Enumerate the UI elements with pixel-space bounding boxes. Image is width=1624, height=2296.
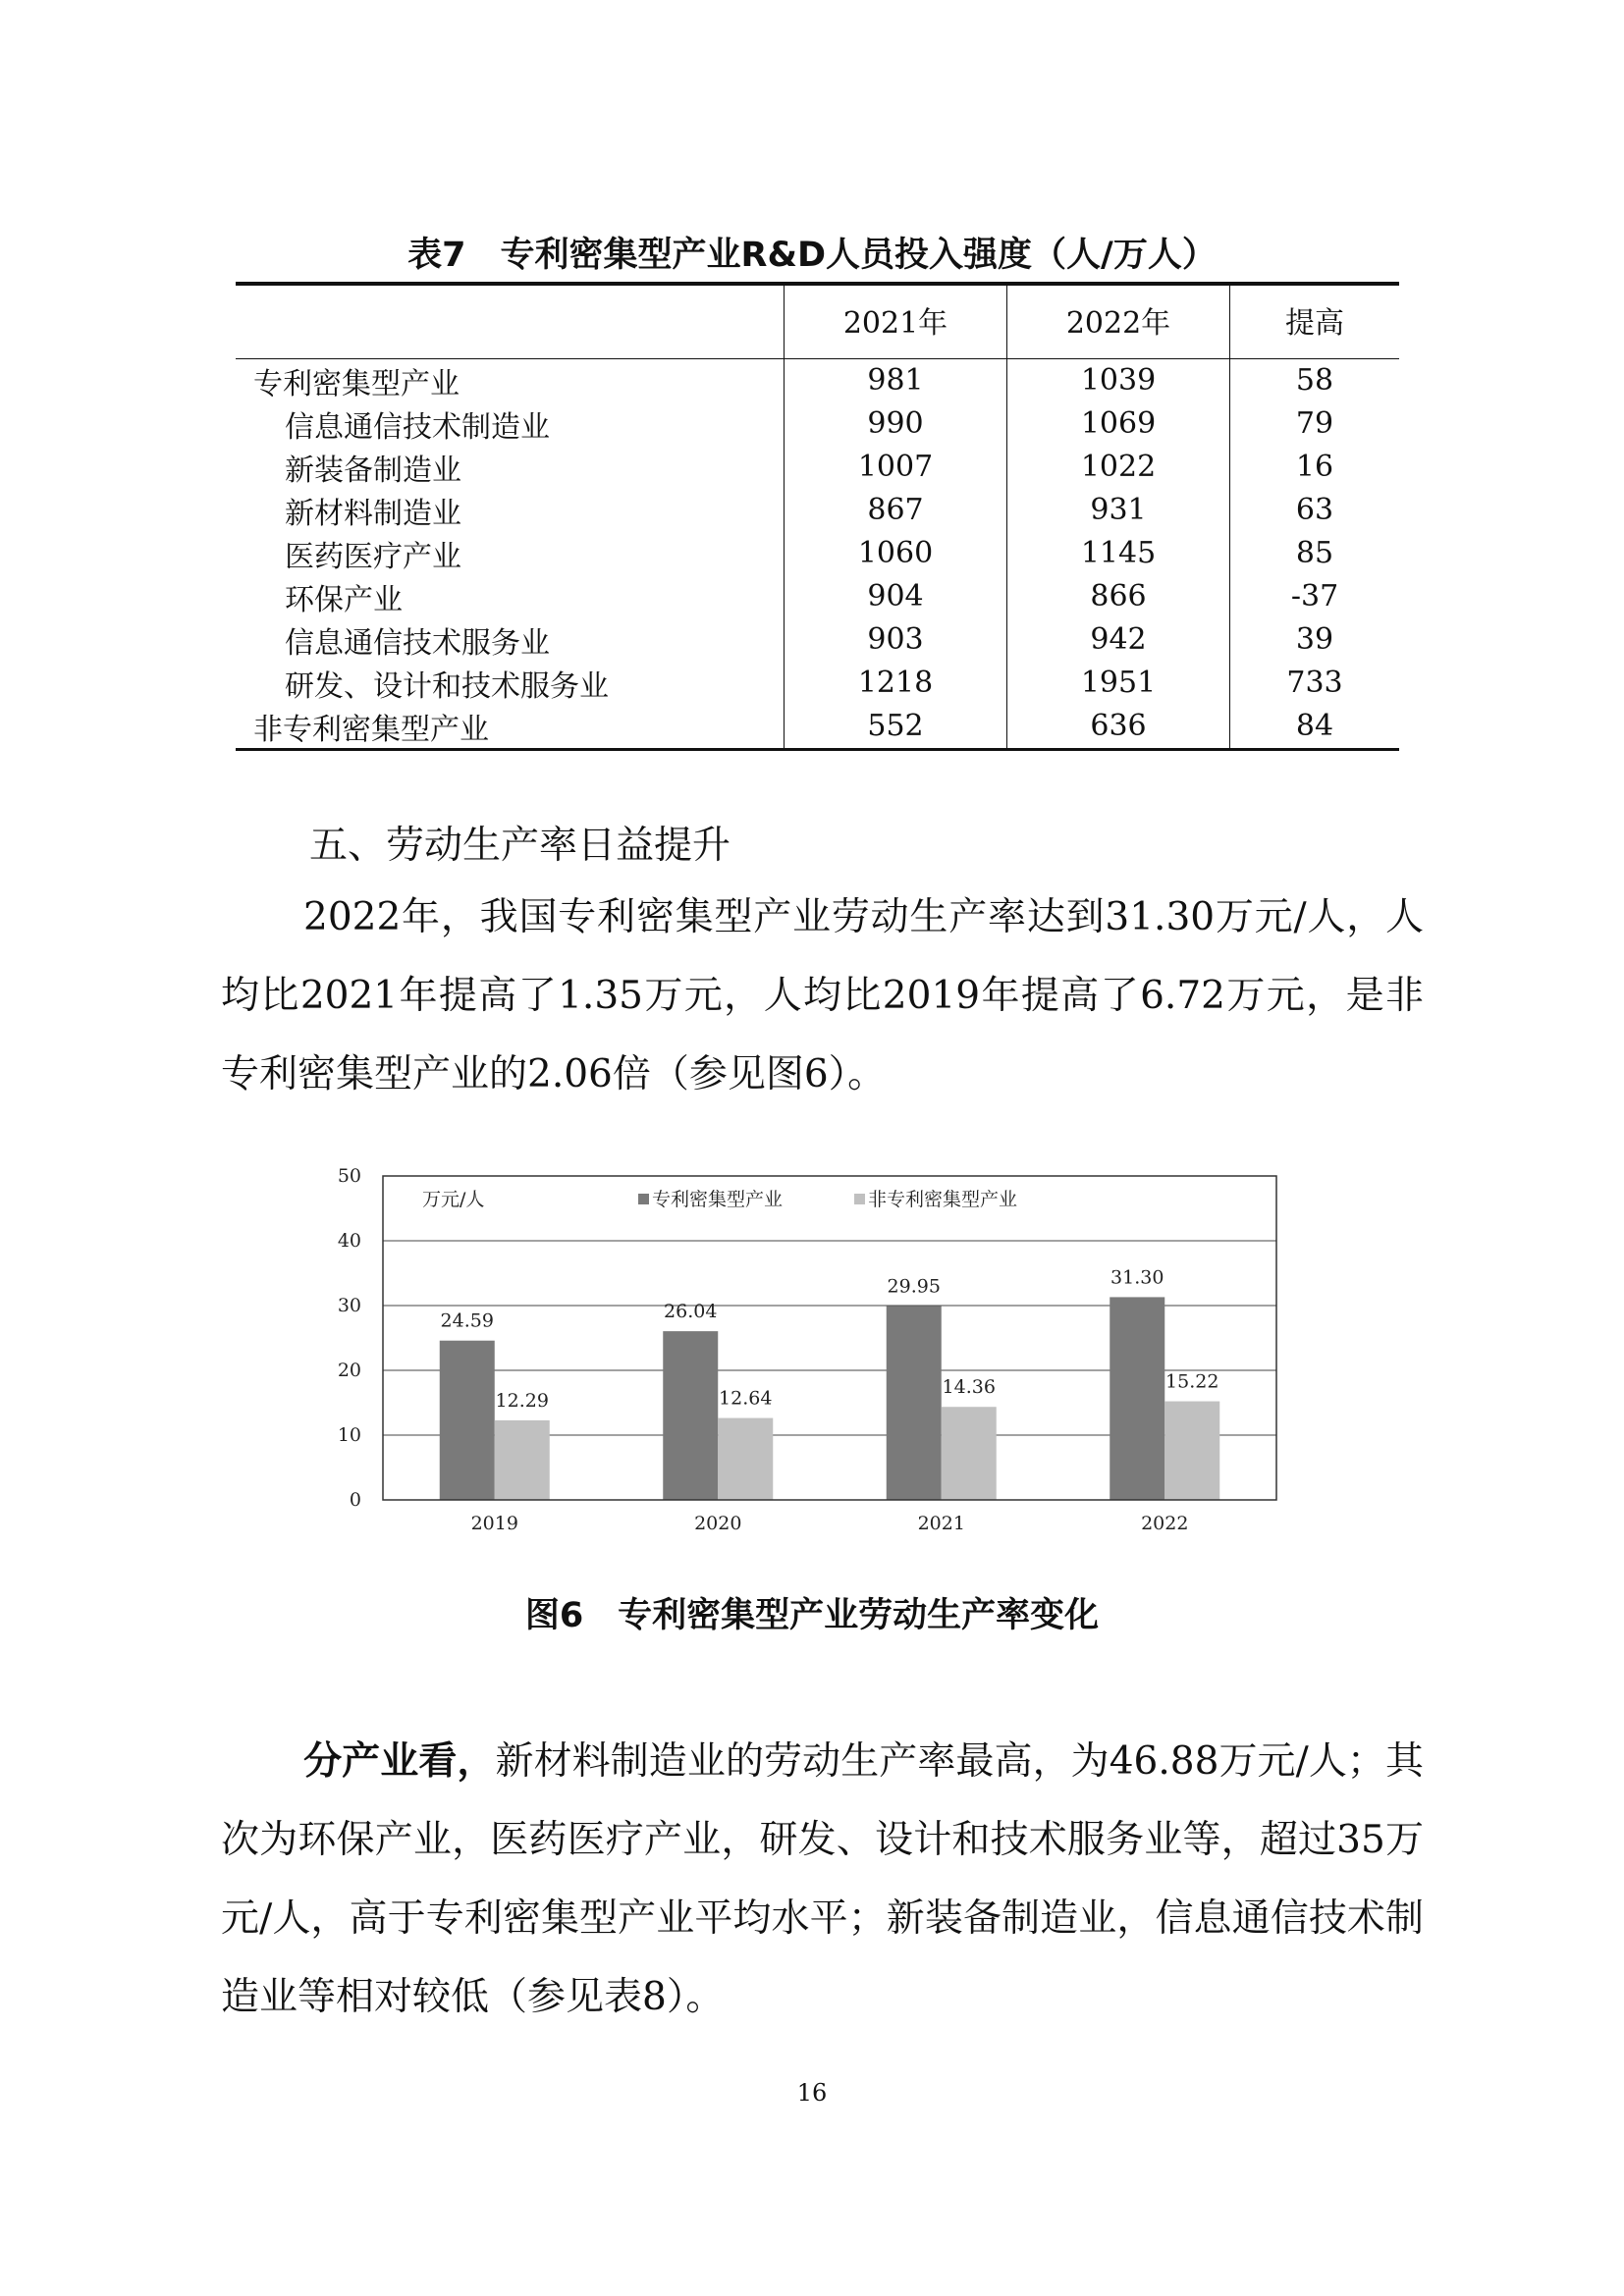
table-row [236,662,1399,705]
cell-increase: 79 [1295,406,1334,441]
x-tick-label: 2021 [917,1513,965,1534]
header-increase: 提高 [1230,283,1400,358]
row-name: 信息通信技术制造业 [236,402,785,446]
header-2022: 2022年 [1007,283,1230,358]
cell-2022: 931 [1007,489,1230,532]
x-tick-label: 2020 [694,1513,742,1534]
row-name: 医药医疗产业 [236,532,785,575]
cell-increase: 63 [1295,493,1334,527]
unit-label: 万元/人 [422,1189,485,1210]
cell-2022: 866 [1007,575,1230,618]
cell-2021: 1218 [785,662,1007,705]
bars-layer [440,1297,1220,1500]
section-heading: 五、劳动生产率日益提升 [309,824,731,868]
data-label: 31.30 [1110,1266,1164,1289]
bar [440,1341,495,1500]
bar [887,1306,942,1500]
data-label: 12.29 [495,1389,549,1412]
row-name: 专利密集型产业 [236,358,785,402]
cell-2021: 1007 [785,446,1007,489]
cell-increase: 84 [1295,709,1334,743]
cell-increase: 85 [1295,536,1334,570]
header-blank [236,283,785,358]
table-row [236,402,1399,446]
bar [663,1331,718,1500]
x-tick-label: 2019 [470,1513,518,1534]
row-name: 新装备制造业 [236,446,785,489]
header-2021: 2021年 [785,283,1007,358]
bar [1110,1297,1164,1500]
row-name: 环保产业 [236,575,785,618]
cell-2022: 1069 [1007,402,1230,446]
table-row [236,489,1399,532]
y-tick-label: 30 [337,1295,361,1316]
paragraph-text: 新材料制造业的劳动生产率最高，为46.88万元/人；其次为环保产业，医药医疗产业，研发、设计和技术服务业等，超过35万元/人，高于专利密集型产业平均水平；新装备制造业，信息通信技术制造业等相对较低（参见表8）。 [221,1739,1424,2019]
bar [1164,1402,1219,1500]
bar [495,1420,550,1500]
table-bottom-rule [236,748,1399,751]
table-row [236,358,1399,402]
legend [638,1189,1017,1210]
row-name: 信息通信技术服务业 [236,618,785,662]
y-tick-label: 10 [337,1424,361,1446]
paragraph-lead: 分产业看， [303,1739,496,1784]
row-name: 研发、设计和技术服务业 [236,662,785,705]
cell-increase: 733 [1286,666,1343,700]
productivity-paragraph [221,879,1424,1114]
cell-increase: 16 [1295,450,1334,484]
data-label: 26.04 [664,1301,718,1323]
cell-increase: 58 [1295,363,1334,398]
y-tick-label: 0 [349,1489,361,1511]
y-tick-label: 40 [337,1230,361,1252]
productivity-chart [334,1158,1296,1571]
industry-paragraph [221,1723,1424,2037]
row-name: 新材料制造业 [236,489,785,532]
legend-label: 非专利密集型产业 [868,1189,1018,1210]
cell-2022: 942 [1007,618,1230,662]
cell-2021: 904 [785,575,1007,618]
row-name: 非专利密集型产业 [236,705,785,748]
chart-svg [334,1158,1296,1571]
table-row [236,705,1399,748]
cell-2022: 1022 [1007,446,1230,489]
cell-increase: 39 [1295,622,1334,657]
table-row [236,618,1399,662]
cell-2021: 981 [785,358,1007,402]
cell-2021: 990 [785,402,1007,446]
data-label: 29.95 [887,1275,941,1298]
legend-swatch [638,1194,649,1204]
table-row [236,446,1399,489]
legend-swatch [854,1194,865,1204]
paragraph-text: 2022年，我国专利密集型产业劳动生产率达到31.30万元/人，人均比2021年提高了1.35万元，人均比2019年提高了6.72万元，是非专利密集型产业的2.06倍（参见图6）。 [221,895,1424,1096]
y-tick-label: 50 [337,1165,361,1187]
cell-2021: 552 [785,705,1007,748]
y-tick-label: 20 [337,1360,361,1381]
rd-intensity-table [236,283,1399,748]
cell-2022: 1951 [1007,662,1230,705]
x-tick-label: 2022 [1141,1513,1189,1534]
cell-2021: 903 [785,618,1007,662]
cell-2022: 636 [1007,705,1230,748]
cell-2021: 867 [785,489,1007,532]
labels-layer [441,1266,1219,1411]
cell-increase: -37 [1290,579,1339,614]
data-label: 14.36 [942,1376,996,1399]
data-label: 24.59 [440,1309,494,1332]
figure-caption: 图6 专利密集型产业劳动生产率变化 [524,1596,1100,1635]
data-label: 12.64 [719,1387,773,1410]
page-number: 16 [796,2079,828,2107]
table-header-row [236,283,1399,358]
table-title: 表7 专利密集型产业R&D人员投入强度（人/万人） [407,236,1217,275]
table-row [236,532,1399,575]
bar [942,1407,997,1500]
cell-2022: 1145 [1007,532,1230,575]
legend-label: 专利密集型产业 [652,1189,784,1210]
cell-2022: 1039 [1007,358,1230,402]
bar [718,1418,773,1500]
table-row [236,575,1399,618]
data-label: 15.22 [1165,1370,1219,1393]
cell-2021: 1060 [785,532,1007,575]
